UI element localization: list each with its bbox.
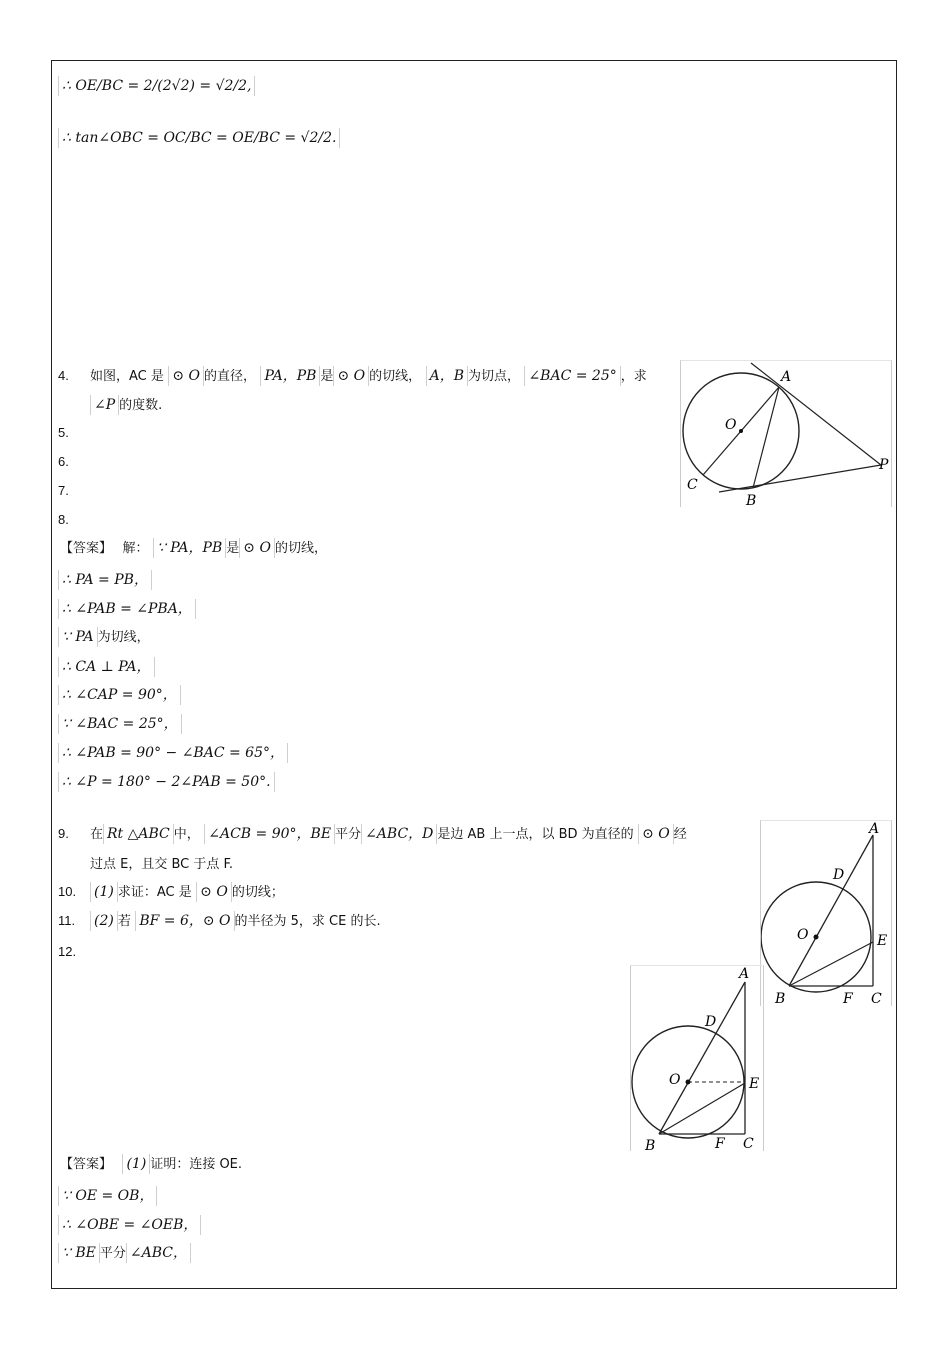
a9-line-1: ∵ OE = OB，: [58, 1186, 157, 1206]
q4-text-line1: 如图，AC 是 ⊙ O 的直径， PA，PB 是 ⊙ O 的切线， A，B 为切点， ∠BAC = 25° ，求: [90, 368, 647, 384]
page-frame: [51, 60, 897, 1289]
label-B: B: [645, 1138, 656, 1151]
label-E: E: [877, 933, 888, 949]
label-D: D: [833, 867, 845, 883]
a4-line-8: ∴ ∠P = 180° − 2∠PAB = 50°.: [58, 772, 275, 792]
q9-text-line2: 过点 E，且交 BC 于点 F.: [90, 857, 234, 872]
list-number-7: 7.: [58, 483, 69, 498]
a9-line-2: ∴ ∠OBE = ∠OEB，: [58, 1215, 201, 1235]
center-dot: [686, 1080, 691, 1085]
figure-circle-tangents: [680, 360, 892, 507]
a4-line-3: ∵ PA 为切线，: [58, 627, 150, 648]
q9-part1: (1) 求证：AC 是 ⊙ O 的切线；: [90, 882, 284, 903]
label-C: C: [687, 477, 698, 493]
top-line-2: ∴ tan∠OBC = OC/BC = OE/BC = √2/2.: [58, 128, 340, 148]
top-line-1: ∴ OE/BC = 2/(2√2) = √2/2,: [58, 76, 255, 96]
label-C: C: [871, 991, 882, 1006]
label-A: A: [739, 966, 750, 982]
label-P: P: [879, 457, 889, 473]
label-O: O: [797, 927, 809, 943]
list-number-10: 10.: [58, 884, 77, 899]
label-E: E: [749, 1076, 760, 1092]
list-number-5: 5.: [58, 425, 69, 440]
q9-part2: (2) 若 BF = 6，⊙ O 的半径为 5，求 CE 的长.: [90, 911, 381, 932]
tangent-pa: [751, 363, 881, 465]
tangent-pb: [719, 465, 881, 492]
list-number-6: 6.: [58, 454, 69, 469]
label-A: A: [869, 821, 880, 837]
center-dot: [739, 429, 743, 433]
a4-line-7: ∴ ∠PAB = 90° − ∠BAC = 65°，: [58, 743, 288, 763]
a9-line-3: ∵ BE 平分 ∠ABC，: [58, 1243, 191, 1264]
figure-right-triangle-1: [760, 820, 892, 1006]
a4-line-5: ∴ ∠CAP = 90°，: [58, 685, 181, 705]
q4-number: 4.: [58, 368, 69, 383]
a4-line-2: ∴ ∠PAB = ∠PBA，: [58, 599, 196, 619]
label-C: C: [743, 1136, 754, 1151]
label-B: B: [746, 493, 757, 507]
label-O: O: [725, 417, 737, 433]
figure-right-triangle-2: [630, 965, 764, 1151]
a4-line-6: ∵ ∠BAC = 25°，: [58, 714, 182, 734]
a4-line-4: ∴ CA ⊥ PA，: [58, 657, 155, 677]
label-A: A: [781, 369, 792, 385]
a4-line-0: 【答案】 解： ∵ PA，PB 是 ⊙ O 的切线，: [60, 540, 327, 556]
label-D: D: [705, 1014, 717, 1030]
list-number-8: 8.: [58, 512, 69, 527]
center-dot: [814, 935, 819, 940]
q9-number: 9.: [58, 826, 69, 841]
label-O: O: [669, 1072, 681, 1088]
label-B: B: [775, 991, 786, 1006]
list-number-11: 11.: [58, 913, 76, 928]
q4-text-line2: ∠P 的度数.: [90, 395, 162, 416]
a9-line-0: 【答案】 (1) 证明：连接 OE.: [60, 1156, 243, 1172]
label-F: F: [715, 1136, 725, 1151]
q9-text-line1: 在 Rt △ABC 中， ∠ACB = 90°，BE 平分 ∠ABC，D 是边 AB 上一点，以 BD 为直径的 ⊙ O 经: [90, 826, 687, 842]
a4-line-1: ∴ PA = PB，: [58, 570, 152, 590]
hypotenuse-ab: [659, 982, 745, 1134]
list-number-12: 12.: [58, 944, 77, 959]
segment-be: [659, 1083, 745, 1134]
label-F: F: [843, 991, 853, 1006]
